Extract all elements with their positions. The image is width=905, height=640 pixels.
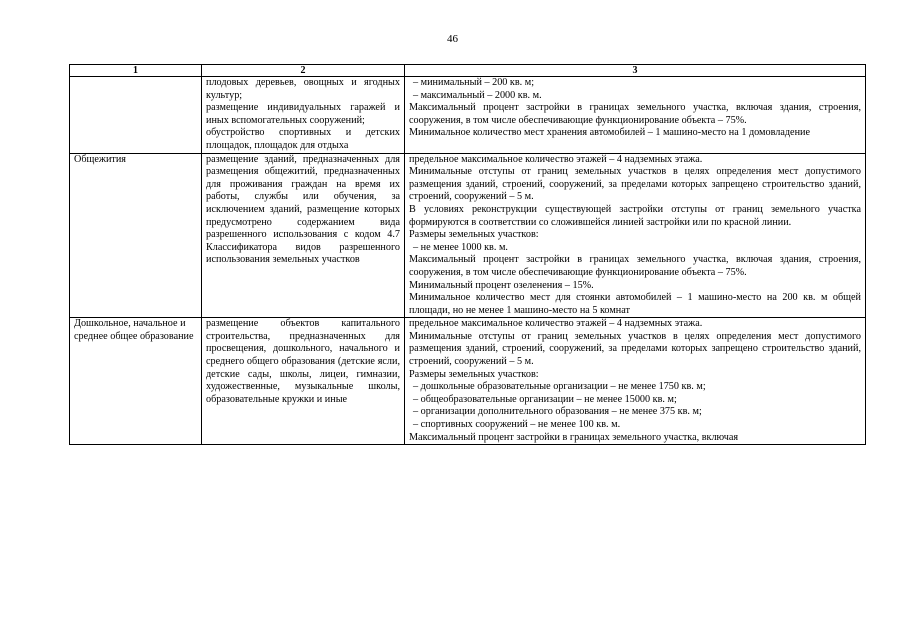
parameter-paragraph: предельное максимальное количество этажей – 4 надземных этажа. xyxy=(409,318,703,330)
parameter-paragraph: Минимальные отступы от границ земельных участков в целях определения мест допустимого размещения зданий, строений, сооружений, за пределами которых запрещено строительство зданий, строений, сооружений – 5 м. xyxy=(409,166,861,203)
use-type-cell xyxy=(70,77,202,154)
parameter-paragraph: Максимальный процент застройки в границах земельного участка, включая xyxy=(409,431,739,443)
parameter-paragraph: предельное максимальное количество этажей – 4 надземных этажа. xyxy=(409,153,703,165)
parameter-list-item: – организации дополнительного образования – не менее 375 кв. м; xyxy=(413,406,702,418)
table-body xyxy=(70,77,866,445)
description-paragraph: размещение индивидуальных гаражей и иных вспомогательных сооружений; xyxy=(206,102,400,126)
table-row xyxy=(70,318,866,445)
parameter-list-item: – минимальный – 200 кв. м; xyxy=(413,77,535,88)
parameter-paragraph: Размеры земельных участков: xyxy=(409,368,539,380)
parameter-list-item: – дошкольные образовательные организации – не менее 1750 кв. м; xyxy=(413,381,706,393)
parameter-list-item: – максимальный – 2000 кв. м. xyxy=(413,89,542,101)
table-row xyxy=(70,153,866,318)
parameter-paragraph: Максимальный процент застройки в границах земельного участка, включая здания, строения, сооружения, в том числе обеспечивающие функционирование объекта – 75%. xyxy=(409,102,861,126)
column-header: 2 xyxy=(202,65,405,77)
parameter-paragraph: Размеры земельных участков: xyxy=(409,229,539,241)
use-description-cell xyxy=(202,153,405,318)
parameter-paragraph: Минимальный процент озеленения – 15%. xyxy=(409,279,594,291)
table-row xyxy=(70,77,866,154)
parameters-cell xyxy=(405,318,866,445)
parameter-paragraph: Минимальное количество мест для стоянки автомобилей – 1 машино-место на 200 кв. м общей площади, но не менее 1 машино-место на 5 комнат xyxy=(409,292,861,316)
description-paragraph: обустройство спортивных и детских площадок, площадок для отдыха xyxy=(206,127,400,151)
parameter-paragraph: Минимальные отступы от границ земельных участков в целях определения мест допустимого размещения зданий, строений, сооружений, за пределами которых запрещено строительство зданий, строений, сооружений – 5 м. xyxy=(409,330,861,368)
use-description-cell xyxy=(202,77,405,154)
description-paragraph: размещение объектов капитального строительства, предназначенных для просвещения, дошкольного, начального и среднего общего образования (детские ясли, детские сады, школы, лицеи, гимназии, художественные, музыкальные школы, образовательные кружки и иные xyxy=(206,318,400,405)
description-paragraph: плодовых деревьев, овощных и ягодных культур; xyxy=(206,77,400,101)
parameter-list-item: – общеобразовательные организации – не менее 15000 кв. м; xyxy=(413,393,677,405)
parameter-list-item: – спортивных сооружений – не менее 100 кв. м. xyxy=(413,419,621,431)
column-header: 3 xyxy=(405,65,866,77)
use-description-cell xyxy=(202,318,405,445)
column-header: 1 xyxy=(70,65,202,77)
parameter-list-item: – не менее 1000 кв. м. xyxy=(413,241,508,253)
page-number: 46 xyxy=(447,33,458,45)
table-header-row xyxy=(70,65,866,77)
parameter-paragraph: Максимальный процент застройки в границах земельного участка, включая здания, строения, сооружения, в том числе обеспечивающие функционирование объекта – 75%. xyxy=(409,254,861,278)
parameters-cell xyxy=(405,153,866,318)
description-paragraph: размещение зданий, предназначенных для размещения общежитий, предназначенных для проживания граждан на время их работы, службы или обучения, за исключением зданий, размещение которых предусмотрено содержанием вида разрешенного использования с кодом 4.7 Классификатора видов разрешенного использования земельных участков xyxy=(206,153,400,266)
use-type-cell: Общежития xyxy=(70,153,202,318)
parameter-paragraph: В условиях реконструкции существующей застройки отступы от границ земельного участка формируются в соответствии со сложившейся линией застройки или по красной линии. xyxy=(409,203,861,228)
use-type-cell: Дошкольное, начальное и среднее общее образование xyxy=(70,318,202,445)
parameters-cell xyxy=(405,77,866,154)
parameter-paragraph: Минимальное количество мест хранения автомобилей – 1 машино-место на 1 домовладение xyxy=(409,127,811,139)
regulations-table xyxy=(69,64,866,445)
